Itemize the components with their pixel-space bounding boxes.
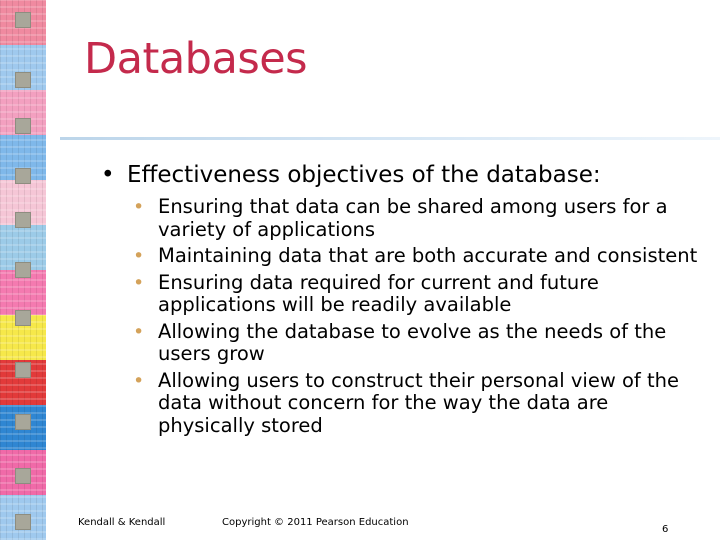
sub-bullet-text: Ensuring data required for current and future applications will be readily available [158, 270, 599, 316]
page-number: 6 [662, 524, 669, 535]
strip-bead [15, 12, 31, 28]
decorative-side-strip [0, 0, 46, 540]
footer-copyright: Copyright © 2011 Pearson Education [222, 517, 409, 528]
sub-bullet-item [133, 321, 710, 366]
strip-bead [15, 514, 31, 530]
bullet-dot-icon: • [133, 245, 145, 267]
sub-bullet-item [133, 245, 710, 268]
strip-bead [15, 212, 31, 228]
slide-content [100, 160, 710, 441]
strip-bead [15, 118, 31, 134]
title-divider [60, 137, 720, 140]
sub-bullet-list [100, 196, 710, 437]
sub-bullet-item [133, 272, 710, 317]
main-bullet [100, 160, 710, 190]
strip-bead [15, 262, 31, 278]
strip-bead [15, 362, 31, 378]
strip-bead [15, 310, 31, 326]
bullet-dot-icon: • [133, 271, 145, 294]
sub-bullet-text: Maintaining data that are both accurate and consistent [158, 244, 698, 267]
strip-bead [15, 468, 31, 484]
sub-bullet-item [133, 370, 710, 438]
sub-bullet-text: Ensuring that data can be shared among users for a variety of applications [158, 195, 668, 241]
strip-bead [15, 168, 31, 184]
slide-title: Databases [84, 34, 308, 84]
sub-bullet-item [133, 196, 710, 241]
sub-bullet-text: Allowing the database to evolve as the needs of the users grow [158, 319, 667, 365]
bullet-dot-icon: • [133, 196, 145, 218]
bullet-dot-icon: • [133, 369, 145, 392]
strip-bead [15, 72, 31, 88]
bullet-dot-icon: • [133, 320, 145, 343]
sub-bullet-text: Allowing users to construct their personal view of the data without concern for the way the data are physically stored [158, 368, 679, 437]
strip-bead [15, 414, 31, 430]
footer-author: Kendall & Kendall [78, 517, 166, 528]
bullet-dot-icon: • [101, 162, 115, 188]
main-bullet-text: Effectiveness objectives of the database: [127, 162, 601, 188]
